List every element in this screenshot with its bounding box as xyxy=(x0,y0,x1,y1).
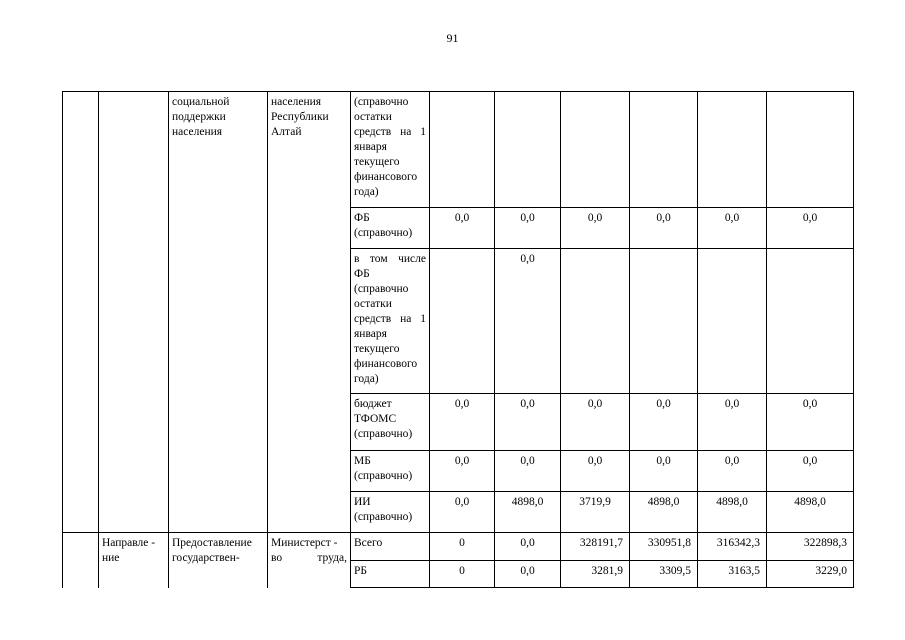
executor-cell: населения Республики Алтай xyxy=(268,92,351,533)
value-cell: 0,0 xyxy=(430,208,495,249)
value-cell: 0,0 xyxy=(495,394,561,451)
value-cell xyxy=(561,92,630,208)
source-cell: МБ (справочно) xyxy=(351,451,430,492)
value-cell: 0,0 xyxy=(430,451,495,492)
value-cell: 4898,0 xyxy=(698,492,767,533)
executor-word: во xyxy=(271,552,283,564)
value-cell xyxy=(767,249,854,394)
value-cell xyxy=(430,92,495,208)
value-cell: 0,0 xyxy=(561,208,630,249)
executor-text-line xyxy=(271,551,347,566)
executor-text-line: Министерст - xyxy=(271,537,338,549)
source-cell: Всего xyxy=(351,533,430,561)
value-cell: 0,0 xyxy=(767,394,854,451)
type-cell xyxy=(99,92,169,533)
value-cell: 3229,0 xyxy=(767,561,854,588)
value-cell: 4898,0 xyxy=(767,492,854,533)
source-cell: РБ xyxy=(351,561,430,588)
value-cell: 4898,0 xyxy=(495,492,561,533)
value-cell: 0 xyxy=(430,561,495,588)
value-cell: 4898,0 xyxy=(630,492,698,533)
source-cell: в том числе ФБ (справочно остатки средств на 1 января текущего финансового года) xyxy=(351,249,430,394)
goal-cell xyxy=(169,533,268,588)
value-cell: 0,0 xyxy=(630,394,698,451)
value-cell: 0,0 xyxy=(698,451,767,492)
table-row xyxy=(63,92,854,208)
page-number: 91 xyxy=(446,31,459,45)
value-cell: 3163,5 xyxy=(698,561,767,588)
source-cell: бюджет ТФОМС (справочно) xyxy=(351,394,430,451)
value-cell xyxy=(767,92,854,208)
number-cell xyxy=(63,92,99,533)
goal-text-line: Предоставление xyxy=(172,537,252,549)
value-cell xyxy=(698,249,767,394)
value-cell: 0,0 xyxy=(495,533,561,561)
source-cell: (справочно остатки средств на 1 января текущего финансового года) xyxy=(351,92,430,208)
executor-cell xyxy=(268,533,351,588)
value-cell: 0 xyxy=(430,533,495,561)
type-cell xyxy=(99,533,169,588)
value-cell xyxy=(430,249,495,394)
value-cell: 316342,3 xyxy=(698,533,767,561)
value-cell: 0,0 xyxy=(430,492,495,533)
value-cell xyxy=(698,92,767,208)
value-cell: 328191,7 xyxy=(561,533,630,561)
value-cell: 0,0 xyxy=(698,394,767,451)
value-cell: 0,0 xyxy=(561,394,630,451)
table-row xyxy=(63,533,854,561)
number-cell xyxy=(63,533,99,588)
source-cell: ФБ (справочно) xyxy=(351,208,430,249)
type-text-line: Направле - xyxy=(102,537,156,549)
value-cell: 0,0 xyxy=(630,208,698,249)
value-cell: 3281,9 xyxy=(561,561,630,588)
value-cell xyxy=(561,249,630,394)
budget-table xyxy=(62,91,854,588)
value-cell: 0,0 xyxy=(495,561,561,588)
value-cell: 3309,5 xyxy=(630,561,698,588)
value-cell: 0,0 xyxy=(767,451,854,492)
source-cell: ИИ (справочно) xyxy=(351,492,430,533)
value-cell: 0,0 xyxy=(767,208,854,249)
value-cell: 0,0 xyxy=(630,451,698,492)
goal-cell: социальной поддержки населения xyxy=(169,92,268,533)
value-cell xyxy=(630,249,698,394)
value-cell: 3719,9 xyxy=(561,492,630,533)
value-cell xyxy=(495,92,561,208)
value-cell: 330951,8 xyxy=(630,533,698,561)
value-cell: 0,0 xyxy=(495,249,561,394)
value-cell: 322898,3 xyxy=(767,533,854,561)
value-cell: 0,0 xyxy=(495,208,561,249)
goal-text-line: государствен- xyxy=(172,552,240,564)
executor-word: труда, xyxy=(317,552,347,564)
type-text-line: ние xyxy=(102,552,120,564)
value-cell: 0,0 xyxy=(561,451,630,492)
value-cell: 0,0 xyxy=(698,208,767,249)
value-cell: 0,0 xyxy=(495,451,561,492)
value-cell xyxy=(630,92,698,208)
value-cell: 0,0 xyxy=(430,394,495,451)
